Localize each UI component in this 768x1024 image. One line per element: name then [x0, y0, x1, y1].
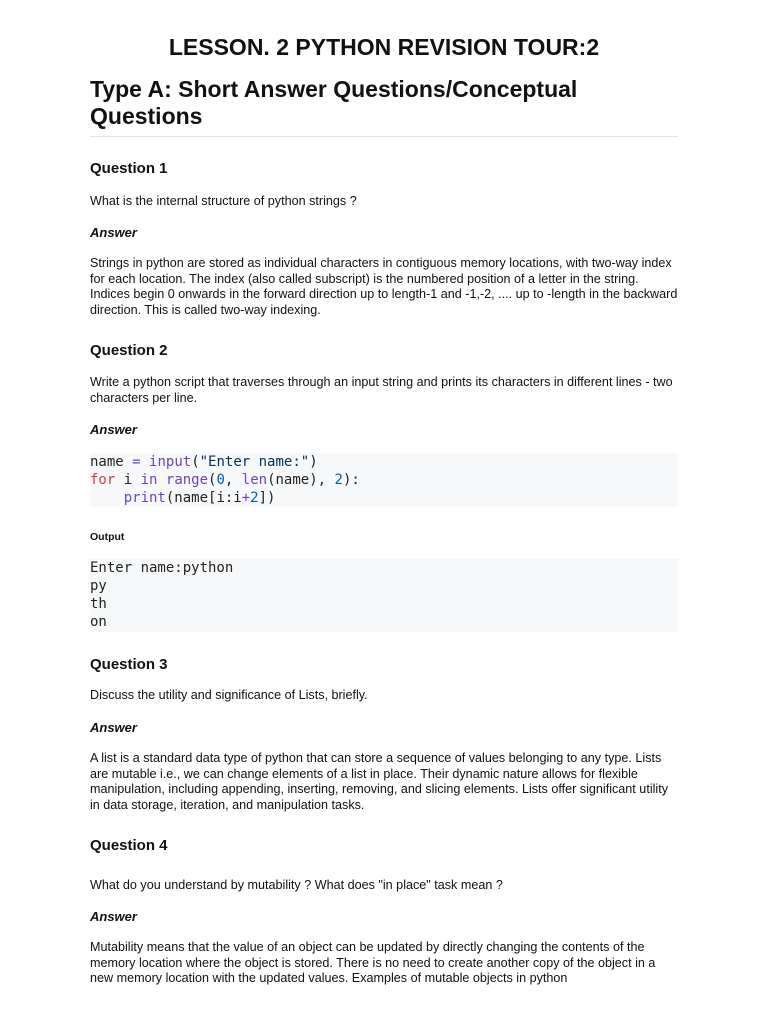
question-3-answer: A list is a standard data type of python that can store a sequence of values belonging to any type. Lists are mutable i.e., we can change elements of a list in place. Their dynamic nature allows for flexible manipulation, including appending, inserting, removing, and slicing elements. Lists offer significant utility in data storage, iteration, and manipulation tasks. [90, 751, 669, 812]
code-line: name = input("Enter name:") [90, 454, 318, 470]
question-4-heading: Question 4 [90, 837, 168, 854]
question-3-text: Discuss the utility and significance of Lists, briefly. [90, 688, 368, 702]
question-1-heading: Question 1 [90, 160, 168, 177]
section-divider [90, 136, 678, 137]
question-1-answer: Strings in python are stored as individual characters in contiguous memory locations, with two-way index for each location. The index (also called subscript) is the numbered position of a letter in the string. Indices begin 0 onwards in the forward direction up to length-1 and -1,-2, .... up to -length in the backward direction. This is called two-way indexing. [90, 256, 678, 317]
code-block [90, 453, 678, 507]
output-line: py [90, 578, 107, 594]
question-2-answer-label: Answer [90, 422, 137, 437]
question-3-answer-label: Answer [90, 720, 137, 735]
question-4-answer: Mutability means that the value of an object can be updated by directly changing the contents of the memory location where the object is stored. There is no need to create another copy of the object in a new memory location with the updated values. Examples of mutable objects in python [90, 940, 656, 986]
output-line: Enter name:python [90, 560, 234, 576]
output-line: th [90, 596, 107, 612]
lesson-title: LESSON. 2 PYTHON REVISION TOUR:2 [168, 34, 600, 60]
question-1-answer-label: Answer [90, 225, 137, 240]
code-line: for i in range(0, len(name), 2): [90, 472, 360, 488]
question-2-text: Write a python script that traverses through an input string and prints its characters in different lines - two characters per line. [90, 375, 673, 405]
question-3-heading: Question 3 [90, 656, 168, 673]
question-2-heading: Question 2 [90, 342, 168, 359]
question-1-text: What is the internal structure of python strings ? [90, 194, 357, 208]
output-label: Output [90, 531, 125, 543]
question-4-text: What do you understand by mutability ? What does "in place" task mean ? [90, 878, 503, 892]
section-title: Type A: Short Answer Questions/Conceptual Questions [90, 76, 578, 129]
code-line: print(name[i:i+2]) [123, 490, 276, 506]
output-block [90, 559, 678, 632]
output-line: on [90, 614, 107, 630]
question-4-answer-label: Answer [90, 909, 137, 924]
